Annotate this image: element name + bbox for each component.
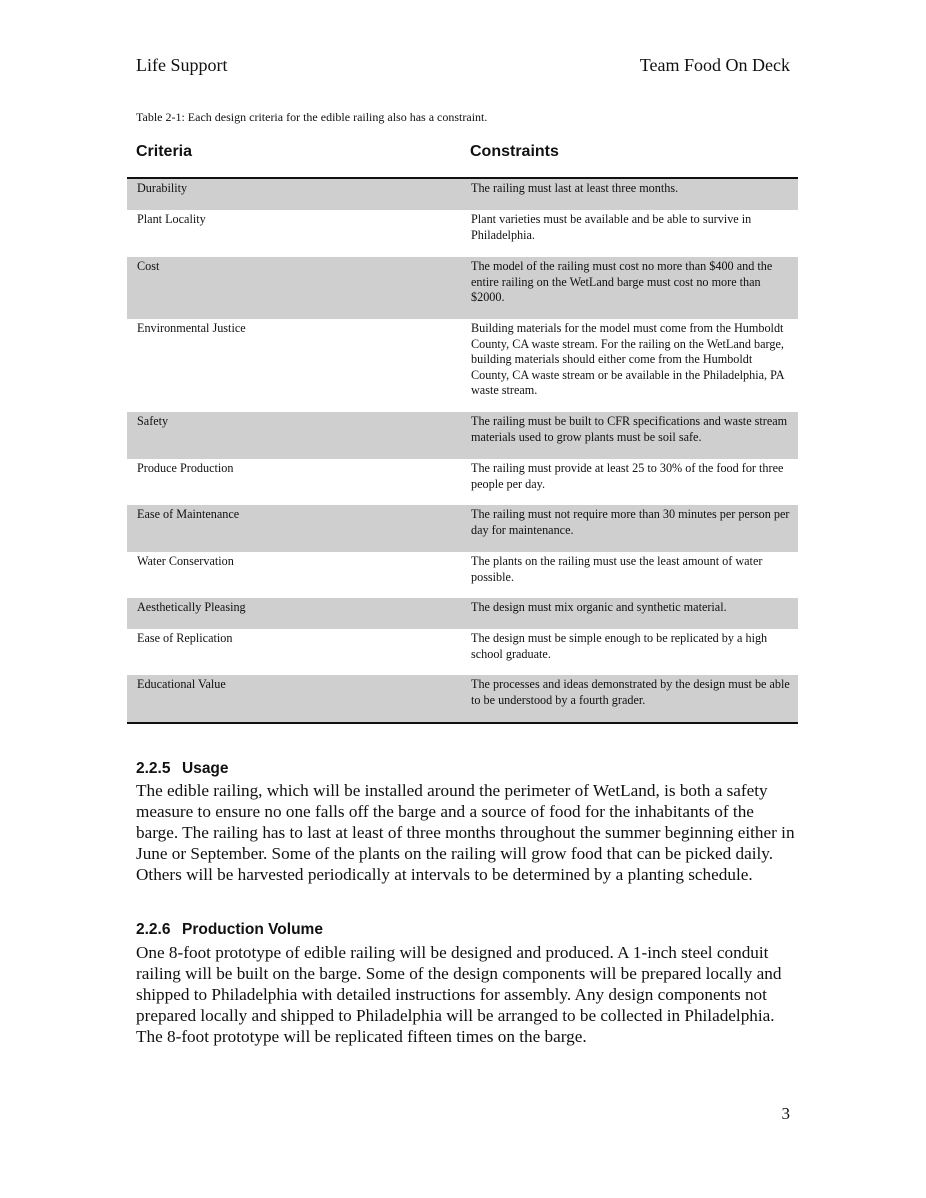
table-row: [127, 412, 798, 459]
constraint-cell: The railing must provide at least 25 to 30% of the food for three people per day.: [471, 461, 784, 491]
table-row: [127, 598, 798, 629]
table-header: [127, 139, 798, 177]
column-header-constraints: Constraints: [470, 143, 559, 160]
criteria-cell: Ease of Maintenance: [137, 507, 240, 521]
section-body-production-volume: One 8-foot prototype of edible railing will be designed and produced. A 1-inch steel conduit railing will be built on the barge. Some of the design components will be prepared locally and shipped to Philadelphia with detailed instructions for assembly. Any design components not prepared locally and shipped to Philadelphia will be arranged to be collected in Philadelphia. The 8-foot prototype will be replicated fifteen times on the barge.: [136, 943, 782, 1046]
section-heading-usage: [136, 760, 229, 778]
criteria-cell: Produce Production: [137, 461, 234, 475]
running-header-right: Team Food On Deck: [639, 55, 790, 75]
table-row: [127, 319, 798, 412]
constraint-cell: The processes and ideas demonstrated by the design must be able to be understood by a fourth grader.: [471, 677, 790, 707]
section-heading-production-volume: [136, 921, 323, 939]
section-number: 2.2.6: [136, 921, 171, 938]
constraint-cell: The design must mix organic and synthetic material.: [471, 600, 727, 614]
criteria-cell: Aesthetically Pleasing: [137, 600, 246, 614]
column-header-criteria: Criteria: [136, 143, 193, 160]
table-row: [127, 459, 798, 505]
section-title: Production Volume: [182, 921, 323, 938]
criteria-cell: Cost: [137, 259, 160, 273]
table-row: [127, 210, 798, 257]
page-number: 3: [781, 1104, 790, 1123]
table-row: [127, 629, 798, 675]
constraint-cell: The design must be simple enough to be replicated by a high school graduate.: [471, 631, 768, 661]
table-row: [127, 675, 798, 722]
section-number: 2.2.5: [136, 760, 171, 777]
constraint-cell: The railing must not require more than 30 minutes per person per day for maintenance.: [471, 507, 790, 537]
constraint-cell: The plants on the railing must use the least amount of water possible.: [471, 554, 763, 584]
table-caption: Table 2-1: Each design criteria for the edible railing also has a constraint.: [136, 110, 488, 124]
table-row: [127, 505, 798, 552]
criteria-cell: Durability: [137, 181, 188, 195]
criteria-cell: Water Conservation: [137, 554, 234, 568]
criteria-cell: Ease of Replication: [137, 631, 233, 645]
table-bottom-rule: [127, 722, 798, 724]
table-row: [127, 179, 798, 210]
constraint-cell: The railing must be built to CFR specifications and waste stream materials used to grow plants must be soil safe.: [471, 414, 788, 444]
criteria-table: [127, 139, 798, 724]
section-body-usage: The edible railing, which will be installed around the perimeter of WetLand, is both a safety measure to ensure no one falls off the barge and a source of food for the inhabitants of the barge. The railing has to last at least of three months throughout the summer beginning either in June or September. Some of the plants on the railing will grow food that can be picked daily. Others will be harvested periodically at intervals to be determined by a planting schedule.: [136, 781, 795, 884]
criteria-cell: Safety: [137, 414, 169, 428]
table-row: [127, 257, 798, 319]
section-title: Usage: [182, 760, 229, 777]
constraint-cell: Plant varieties must be available and be able to survive in Philadelphia.: [471, 212, 752, 242]
constraint-cell: The model of the railing must cost no more than $400 and the entire railing on the WetLand barge must cost no more than $2000.: [471, 259, 773, 304]
running-header-left: Life Support: [136, 55, 228, 75]
constraint-cell: Building materials for the model must come from the Humboldt County, CA waste stream. For the railing on the WetLand barge, building materials should either come from the Humboldt County, CA waste stream or be available in the Philadelphia, PA waste stream.: [471, 321, 784, 397]
criteria-cell: Environmental Justice: [137, 321, 246, 335]
constraint-cell: The railing must last at least three months.: [471, 181, 679, 195]
table-row: [127, 552, 798, 598]
criteria-cell: Plant Locality: [137, 212, 206, 226]
criteria-cell: Educational Value: [137, 677, 226, 691]
